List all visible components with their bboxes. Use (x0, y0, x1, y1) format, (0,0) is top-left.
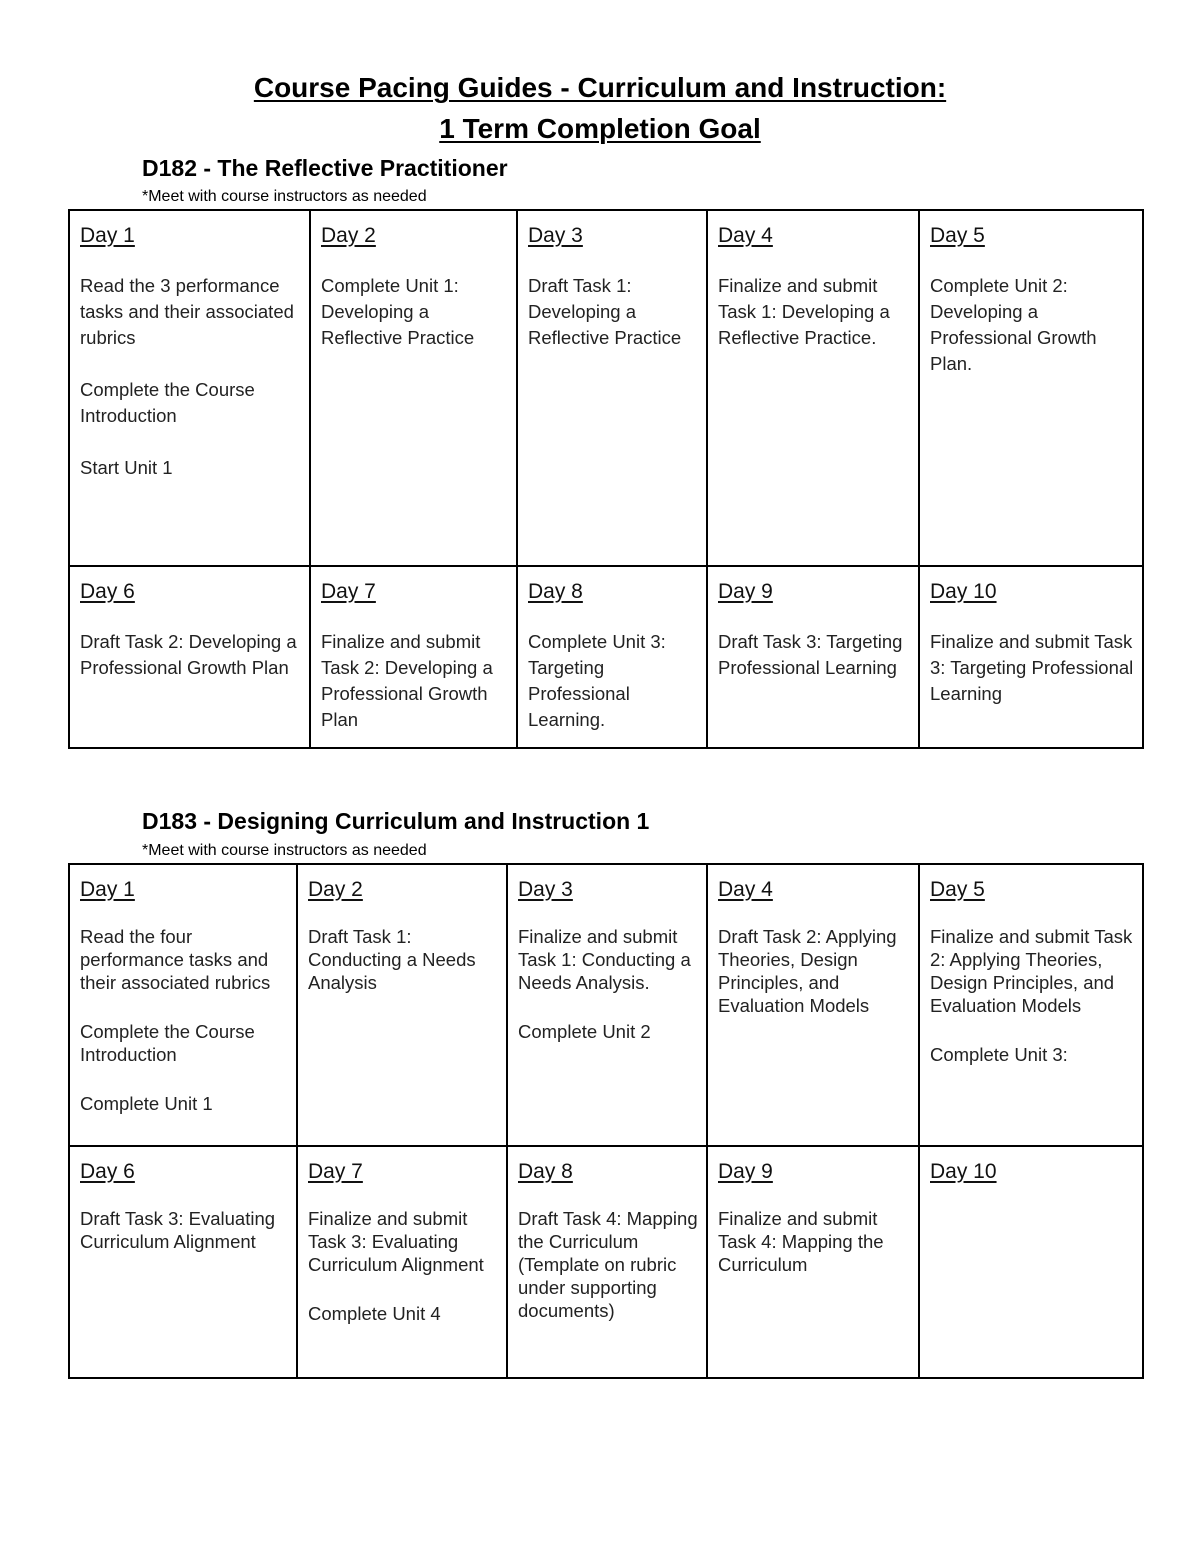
day-label: Day 6 (80, 580, 135, 603)
day-cell (507, 864, 707, 1146)
day-label: Day 5 (930, 878, 985, 901)
day-cell (310, 566, 517, 748)
day-label: Day 7 (321, 580, 376, 603)
day-task-text: Draft Task 3: Evaluating Curriculum Alignment (80, 1208, 276, 1252)
day-task-text: Read the 3 performance tasks and their associated rubrics (80, 275, 294, 348)
day-label: Day 5 (930, 224, 985, 247)
course-note-d183: *Meet with course instructors as needed (142, 842, 427, 859)
day-task-text: Complete Unit 1: Developing a Reflective Practice (321, 275, 475, 348)
day-task-text: Draft Task 3: Targeting Professional Learning (718, 631, 903, 678)
day-label: Day 9 (718, 580, 773, 603)
day-label: Day 1 (80, 224, 135, 247)
day-task-text: Finalize and submit Task 1: Developing a Reflective Practice. (718, 275, 890, 348)
day-task-text: Finalize and submit Task 4: Mapping the Curriculum (718, 1208, 884, 1275)
day-label: Day 3 (518, 878, 573, 901)
day-cell (69, 210, 310, 566)
day-task-text: Complete Unit 4 (308, 1303, 441, 1324)
day-task-text: Complete Unit 2 (518, 1021, 651, 1042)
day-cell (310, 210, 517, 566)
day-label: Day 9 (718, 1160, 773, 1183)
day-cell (297, 1146, 507, 1378)
day-task-text: Finalize and submit Task 1: Conducting a Needs Analysis. (518, 926, 691, 993)
course-note-d182: *Meet with course instructors as needed (142, 188, 427, 205)
day-task-text: Finalize and submit Task 2: Applying Theories, Design Principles, and Evaluation Models (930, 926, 1133, 1016)
day-task-text: Finalize and submit Task 3: Evaluating Curriculum Alignment (308, 1208, 484, 1275)
day-cell (69, 864, 297, 1146)
day-label: Day 7 (308, 1160, 363, 1183)
course-heading-d182: D182 - The Reflective Practitioner (142, 155, 508, 181)
day-cell (919, 1146, 1143, 1378)
day-label: Day 4 (718, 878, 773, 901)
day-task-text: Complete the Course Introduction (80, 379, 255, 426)
day-cell (517, 566, 707, 748)
day-task-text: Complete the Course Introduction (80, 1021, 255, 1065)
pacing-table-d182 (68, 209, 1144, 749)
day-cell (707, 566, 919, 748)
table-row (69, 566, 1143, 748)
day-cell (517, 210, 707, 566)
pacing-table-d183 (68, 863, 1144, 1379)
day-task-text: Complete Unit 2: Developing a Professional Growth Plan. (930, 275, 1097, 374)
day-task-text: Draft Task 2: Developing a Professional Growth Plan (80, 631, 297, 678)
day-task-text: Draft Task 2: Applying Theories, Design Principles, and Evaluation Models (718, 926, 897, 1016)
course-heading-d183: D183 - Designing Curriculum and Instruction 1 (142, 808, 650, 834)
day-cell (297, 864, 507, 1146)
day-task-text: Draft Task 4: Mapping the Curriculum (Template on rubric under supporting documents) (518, 1208, 698, 1321)
day-task-text: Complete Unit 3: Targeting Professional Learning. (528, 631, 666, 730)
day-task-text: Draft Task 1: Developing a Reflective Practice (528, 275, 682, 348)
day-label: Day 8 (528, 580, 583, 603)
day-cell (919, 864, 1143, 1146)
table-row (69, 1146, 1143, 1378)
day-cell (919, 566, 1143, 748)
day-label: Day 2 (321, 224, 376, 247)
day-task-text: Complete Unit 1 (80, 1093, 213, 1114)
day-label: Day 10 (930, 580, 997, 603)
day-cell (707, 864, 919, 1146)
day-label: Day 10 (930, 1160, 997, 1183)
day-cell (69, 566, 310, 748)
day-task-text: Finalize and submit Task 3: Targeting Professional Learning (930, 631, 1134, 704)
day-label: Day 3 (528, 224, 583, 247)
table-row (69, 210, 1143, 566)
day-task-text: Complete Unit 3: (930, 1044, 1068, 1065)
table-row (69, 864, 1143, 1146)
page-title-line-1: Course Pacing Guides - Curriculum and Instruction: (253, 72, 947, 103)
day-label: Day 1 (80, 878, 135, 901)
day-task-text: Draft Task 1: Conducting a Needs Analysis (308, 926, 476, 993)
day-cell (69, 1146, 297, 1378)
day-label: Day 6 (80, 1160, 135, 1183)
day-task-text: Start Unit 1 (80, 457, 173, 478)
day-cell (707, 1146, 919, 1378)
day-label: Day 4 (718, 224, 773, 247)
day-task-text: Finalize and submit Task 2: Developing a Professional Growth Plan (321, 631, 493, 730)
day-task-text: Read the four performance tasks and their associated rubrics (80, 926, 271, 993)
day-label: Day 2 (308, 878, 363, 901)
page-title-line-2: 1 Term Completion Goal (439, 113, 761, 144)
day-cell (919, 210, 1143, 566)
day-cell (507, 1146, 707, 1378)
day-cell (707, 210, 919, 566)
day-label: Day 8 (518, 1160, 573, 1183)
